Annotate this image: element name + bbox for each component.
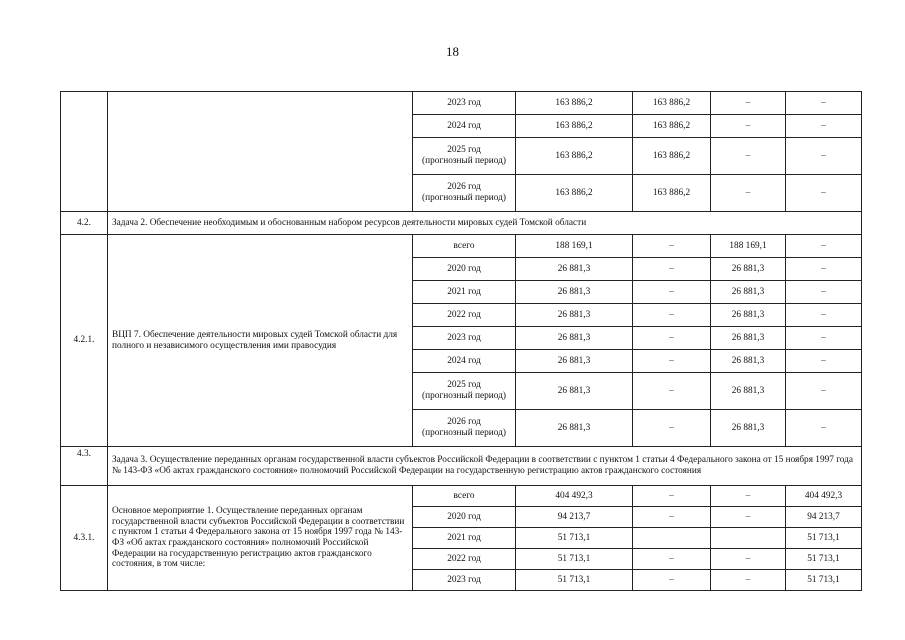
other-cell: – bbox=[786, 281, 862, 304]
federal-cell: 163 886,2 bbox=[633, 175, 711, 212]
total-cell: 26 881,3 bbox=[516, 281, 633, 304]
federal-cell: – bbox=[633, 410, 711, 447]
year-cell bbox=[413, 373, 516, 410]
federal-cell: – bbox=[633, 549, 711, 570]
page-number: 18 bbox=[446, 44, 459, 59]
regional-cell: – bbox=[711, 115, 786, 138]
total-cell: 51 713,1 bbox=[516, 549, 633, 570]
federal-cell: 163 886,2 bbox=[633, 138, 711, 175]
regional-cell: 26 881,3 bbox=[711, 327, 786, 350]
year-label: 2025 год bbox=[447, 380, 481, 391]
total-cell: 26 881,3 bbox=[516, 304, 633, 327]
total-cell: 163 886,2 bbox=[516, 175, 633, 212]
other-cell: – bbox=[786, 235, 862, 258]
regional-cell: 26 881,3 bbox=[711, 410, 786, 447]
other-cell: – bbox=[786, 175, 862, 212]
year-label: 2026 год bbox=[447, 417, 481, 428]
federal-cell: – bbox=[633, 507, 711, 528]
regional-cell: – bbox=[711, 570, 786, 591]
federal-cell bbox=[633, 528, 711, 549]
other-cell: – bbox=[786, 304, 862, 327]
year-cell: всего bbox=[413, 486, 516, 507]
total-cell: 26 881,3 bbox=[516, 258, 633, 281]
item-index: 4.3.1. bbox=[61, 486, 108, 591]
federal-cell: – bbox=[633, 350, 711, 373]
year-label: 2025 год bbox=[447, 145, 481, 156]
other-cell: – bbox=[786, 138, 862, 175]
other-cell: – bbox=[786, 350, 862, 373]
federal-cell: – bbox=[633, 373, 711, 410]
regional-cell: – bbox=[711, 507, 786, 528]
regional-cell bbox=[711, 528, 786, 549]
federal-cell: – bbox=[633, 570, 711, 591]
year-note: (прогнозный период) bbox=[422, 156, 506, 166]
federal-cell: 163 886,2 bbox=[633, 115, 711, 138]
year-label: 2026 год bbox=[447, 182, 481, 193]
other-cell: – bbox=[786, 410, 862, 447]
regional-cell: – bbox=[711, 175, 786, 212]
regional-cell: 188 169,1 bbox=[711, 235, 786, 258]
year-cell: 2023 год bbox=[413, 327, 516, 350]
federal-cell: – bbox=[633, 258, 711, 281]
year-cell: 2024 год bbox=[413, 350, 516, 373]
year-cell: 2020 год bbox=[413, 258, 516, 281]
other-cell: 51 713,1 bbox=[786, 549, 862, 570]
total-cell: 51 713,1 bbox=[516, 570, 633, 591]
year-cell: 2021 год bbox=[413, 528, 516, 549]
other-cell: 51 713,1 bbox=[786, 570, 862, 591]
item-index: 4.2.1. bbox=[61, 235, 108, 447]
table-row bbox=[61, 92, 862, 115]
federal-cell: 163 886,2 bbox=[633, 92, 711, 115]
task-row bbox=[61, 212, 862, 235]
year-cell: 2023 год bbox=[413, 92, 516, 115]
year-cell: 2022 год bbox=[413, 549, 516, 570]
item-name: ВЦП 7. Обеспечение деятельности мировых судей Томской области для полного и независимого осуществления ими правосудия bbox=[108, 235, 413, 447]
task-text: Задача 3. Осуществление переданных органам государственной власти субъектов Российской Федерации в соответствии с пунктом 1 статьи 4 Федерального закона от 15 ноября 1997 года № 143-ФЗ «Об актах гражданского состояния» полномочий Российской Федерации на государственную регистрацию актов гражданского состояния bbox=[108, 447, 862, 486]
other-cell: – bbox=[786, 373, 862, 410]
total-cell: 404 492,3 bbox=[516, 486, 633, 507]
total-cell: 163 886,2 bbox=[516, 92, 633, 115]
other-cell: 404 492,3 bbox=[786, 486, 862, 507]
year-cell: 2021 год bbox=[413, 281, 516, 304]
regional-cell: 26 881,3 bbox=[711, 281, 786, 304]
year-cell bbox=[413, 175, 516, 212]
other-cell: 51 713,1 bbox=[786, 528, 862, 549]
other-cell: – bbox=[786, 92, 862, 115]
total-cell: 26 881,3 bbox=[516, 373, 633, 410]
year-note: (прогнозный период) bbox=[422, 193, 506, 203]
other-cell: – bbox=[786, 115, 862, 138]
regional-cell: – bbox=[711, 549, 786, 570]
task-text: Задача 2. Обеспечение необходимым и обоснованным набором ресурсов деятельности мировых судей Томской области bbox=[108, 212, 862, 235]
index-cell bbox=[61, 92, 108, 212]
total-cell: 163 886,2 bbox=[516, 115, 633, 138]
other-cell: 94 213,7 bbox=[786, 507, 862, 528]
other-cell: – bbox=[786, 258, 862, 281]
year-cell: 2024 год bbox=[413, 115, 516, 138]
task-index: 4.3. bbox=[61, 447, 108, 486]
total-cell: 51 713,1 bbox=[516, 528, 633, 549]
federal-cell: – bbox=[633, 304, 711, 327]
table-row bbox=[61, 235, 862, 258]
regional-cell: – bbox=[711, 486, 786, 507]
total-cell: 26 881,3 bbox=[516, 350, 633, 373]
regional-cell: – bbox=[711, 92, 786, 115]
year-cell: 2020 год bbox=[413, 507, 516, 528]
federal-cell: – bbox=[633, 235, 711, 258]
total-cell: 94 213,7 bbox=[516, 507, 633, 528]
other-cell: – bbox=[786, 327, 862, 350]
year-note: (прогнозный период) bbox=[422, 391, 506, 401]
regional-cell: – bbox=[711, 138, 786, 175]
table-row bbox=[61, 486, 862, 507]
federal-cell: – bbox=[633, 486, 711, 507]
total-cell: 26 881,3 bbox=[516, 410, 633, 447]
item-name: Основное мероприятие 1. Осуществление переданных органам государственной власти субъектов Российской Федерации в соответствии с пунктом 1 статьи 4 Федерального закона от 15 ноября 1997 года № 143-ФЗ «Об актах гражданского состояния» полномочий Российской Федерации на государственную регистрацию актов гражданского состояния, в том числе: bbox=[108, 486, 413, 591]
regional-cell: 26 881,3 bbox=[711, 304, 786, 327]
total-cell: 188 169,1 bbox=[516, 235, 633, 258]
federal-cell: – bbox=[633, 281, 711, 304]
budget-table bbox=[60, 91, 862, 591]
total-cell: 163 886,2 bbox=[516, 138, 633, 175]
year-note: (прогнозный период) bbox=[422, 428, 506, 438]
regional-cell: 26 881,3 bbox=[711, 350, 786, 373]
year-cell: 2022 год bbox=[413, 304, 516, 327]
task-row bbox=[61, 447, 862, 486]
year-cell: 2023 год bbox=[413, 570, 516, 591]
total-cell: 26 881,3 bbox=[516, 327, 633, 350]
regional-cell: 26 881,3 bbox=[711, 258, 786, 281]
name-cell bbox=[108, 92, 413, 212]
year-cell bbox=[413, 410, 516, 447]
year-cell: всего bbox=[413, 235, 516, 258]
year-cell bbox=[413, 138, 516, 175]
regional-cell: 26 881,3 bbox=[711, 373, 786, 410]
task-index: 4.2. bbox=[61, 212, 108, 235]
federal-cell: – bbox=[633, 327, 711, 350]
